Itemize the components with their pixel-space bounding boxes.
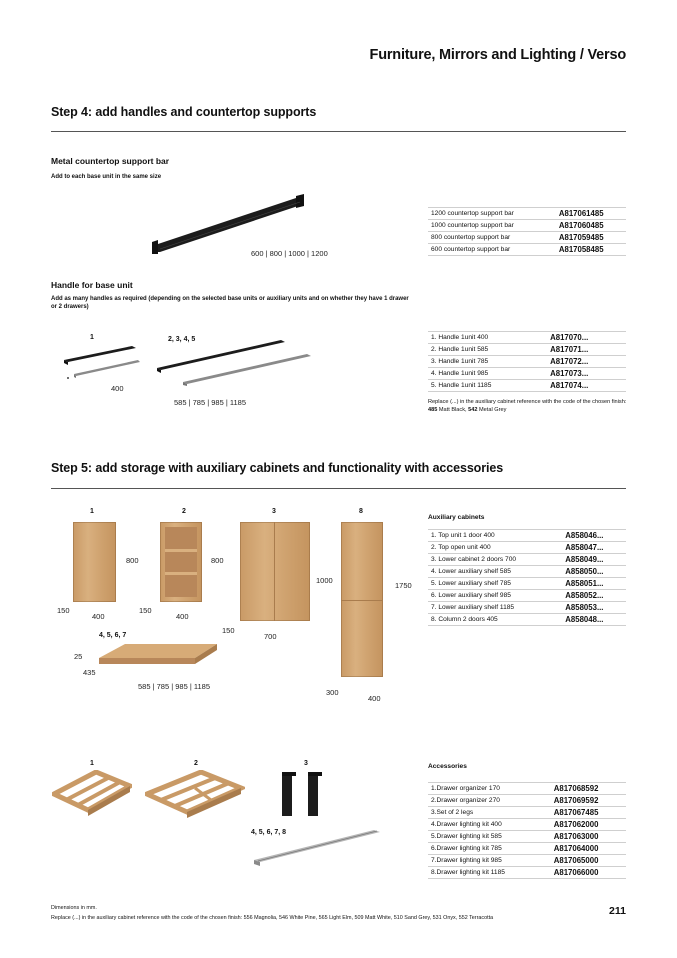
- handle-long-image: [155, 338, 315, 388]
- row-code: A858051...: [551, 578, 626, 590]
- row-code: A817060485: [545, 220, 626, 232]
- table-row: [428, 332, 626, 344]
- cab1-width: 400: [92, 612, 105, 621]
- table-row: [428, 819, 626, 831]
- step5-divider: [51, 488, 626, 489]
- cab1-depth: 150: [57, 606, 70, 615]
- table-row: [428, 232, 626, 244]
- handle-note: Add as many handles as required (depending on the selected base units or auxiliary units and on whether they have 1 drawer or 2 drawers): [51, 296, 409, 310]
- row-label: 4. Lower auxiliary shelf 585: [428, 566, 551, 578]
- table-row: [428, 831, 626, 843]
- row-label: 2. Handle 1unit 585: [428, 344, 536, 356]
- row-label: 2. Top open unit 400: [428, 542, 551, 554]
- row-label: 8. Column 2 doors 405: [428, 614, 551, 626]
- row-label: 1. Handle 1unit 400: [428, 332, 536, 344]
- support-bar-table: [428, 207, 626, 256]
- support-bar-dims: 600 | 800 | 1000 | 1200: [251, 249, 328, 258]
- table-row: [428, 554, 626, 566]
- table-row: [428, 795, 626, 807]
- handle-fig1-label: 1: [90, 334, 94, 341]
- handle-table: [428, 331, 626, 392]
- cab2-image: [160, 522, 202, 602]
- row-label: 1.Drawer organizer 170: [428, 783, 540, 795]
- step5-title: Step 5: add storage with auxiliary cabinets and functionality with accessories: [51, 461, 504, 475]
- aux-cabinets-table: [428, 529, 626, 626]
- cab8-width: 400: [368, 694, 381, 703]
- footer-dimensions-note: Dimensions in mm.: [51, 905, 97, 911]
- row-label: 3.Set of 2 legs: [428, 807, 540, 819]
- support-bar-image: [150, 192, 320, 256]
- cab3-image: [240, 522, 310, 621]
- table-row: [428, 566, 626, 578]
- table-row: [428, 855, 626, 867]
- acc-fig2-label: 2: [194, 760, 198, 767]
- row-code: A817074...: [536, 380, 626, 392]
- cab3-height: 1000: [316, 576, 333, 585]
- row-code: A817064000: [540, 843, 626, 855]
- table-row: [428, 530, 626, 542]
- row-code: A858049...: [551, 554, 626, 566]
- shelf-image: [95, 642, 220, 672]
- acc-fig4-label: 4, 5, 6, 7, 8: [251, 829, 287, 836]
- acc-fig3-label: 3: [304, 760, 308, 767]
- row-label: 7.Drawer lighting kit 985: [428, 855, 540, 867]
- table-row: [428, 578, 626, 590]
- cab1-image: [73, 522, 116, 602]
- cab3-depth: 150: [222, 626, 235, 635]
- row-code: A858052...: [551, 590, 626, 602]
- row-label: 800 countertop support bar: [428, 232, 545, 244]
- row-code: A817062000: [540, 819, 626, 831]
- row-label: 3. Lower cabinet 2 doors 700: [428, 554, 551, 566]
- cab2-label: 2: [182, 508, 186, 515]
- accessories-heading: Accessories: [428, 763, 467, 770]
- shelf-label: 4, 5, 6, 7: [99, 632, 127, 639]
- drawer-organizer-170-image: [52, 770, 132, 828]
- handle-title: Handle for base unit: [51, 280, 133, 290]
- page-header-title: Furniture, Mirrors and Lighting / Verso: [369, 47, 626, 63]
- cab8-image: [341, 522, 383, 677]
- row-code: A817071...: [536, 344, 626, 356]
- acc-fig1-label: 1: [90, 760, 94, 767]
- table-row: [428, 356, 626, 368]
- row-label: 8.Drawer lighting kit 1185: [428, 867, 540, 879]
- row-label: 4. Handle 1unit 985: [428, 368, 536, 380]
- row-code: A817073...: [536, 368, 626, 380]
- cab1-height: 800: [126, 556, 139, 565]
- row-code: A858053...: [551, 602, 626, 614]
- row-code: A858048...: [551, 614, 626, 626]
- accessories-table: [428, 782, 626, 879]
- row-code: A858047...: [551, 542, 626, 554]
- row-code: A817066000: [540, 867, 626, 879]
- row-label: 1000 countertop support bar: [428, 220, 545, 232]
- table-row: [428, 344, 626, 356]
- table-row: [428, 368, 626, 380]
- table-row: [428, 220, 626, 232]
- row-label: 7. Lower auxiliary shelf 1185: [428, 602, 551, 614]
- row-label: 1. Top unit 1 door 400: [428, 530, 551, 542]
- table-row: [428, 867, 626, 879]
- legs-image: [278, 770, 328, 820]
- row-code: A817058485: [545, 244, 626, 256]
- support-bar-title: Metal countertop support bar: [51, 156, 170, 166]
- step4-title: Step 4: add handles and countertop supports: [51, 105, 317, 119]
- row-code: A817065000: [540, 855, 626, 867]
- row-label: 1200 countertop support bar: [428, 208, 545, 220]
- table-row: [428, 208, 626, 220]
- row-code: A817061485: [545, 208, 626, 220]
- cab3-width: 700: [264, 632, 277, 641]
- cab8-depth: 300: [326, 688, 339, 697]
- row-code: A817072...: [536, 356, 626, 368]
- step4-divider: [51, 131, 626, 132]
- shelf-thickness: 25: [74, 652, 83, 661]
- row-code: A817069592: [540, 795, 626, 807]
- cab2-height: 800: [211, 556, 224, 565]
- row-code: A817068592: [540, 783, 626, 795]
- handle-long-dims: 585 | 785 | 985 | 1185: [174, 398, 247, 407]
- row-code: A817063000: [540, 831, 626, 843]
- table-row: [428, 783, 626, 795]
- handle-400-image: [62, 344, 142, 380]
- row-label: 4.Drawer lighting kit 400: [428, 819, 540, 831]
- row-code: A817067485: [540, 807, 626, 819]
- cab8-label: 8: [359, 508, 363, 515]
- footer-replace-note: Replace (...) in the auxiliary cabinet reference with the code of the chosen finish: 556 Magnolia, 546 White Pine, 565 Light Elm, 509 Matt White, 510 Sand Grey, 531 Onyx, 552 Terracotta: [51, 915, 494, 921]
- cab2-width: 400: [176, 612, 189, 621]
- row-label: 2.Drawer organizer 270: [428, 795, 540, 807]
- cab8-height: 1750: [395, 581, 412, 590]
- shelf-depth: 435: [83, 668, 96, 677]
- table-row: [428, 380, 626, 392]
- row-code: A858050...: [551, 566, 626, 578]
- row-label: 3. Handle 1unit 785: [428, 356, 536, 368]
- support-bar-note: Add to each base unit in the same size: [51, 174, 162, 180]
- page-number: 211: [609, 905, 626, 917]
- aux-cabinets-heading: Auxiliary cabinets: [428, 514, 485, 521]
- shelf-widths: 585 | 785 | 985 | 1185: [138, 682, 211, 691]
- row-label: 5. Handle 1unit 1185: [428, 380, 536, 392]
- handle-400-dim: 400: [111, 384, 124, 393]
- cab1-label: 1: [90, 508, 94, 515]
- row-label: 5. Lower auxiliary shelf 785: [428, 578, 551, 590]
- row-label: 600 countertop support bar: [428, 244, 545, 256]
- row-label: 6. Lower auxiliary shelf 985: [428, 590, 551, 602]
- cab3-label: 3: [272, 508, 276, 515]
- handle-fig2-label: 2, 3, 4, 5: [168, 336, 196, 343]
- row-label: 6.Drawer lighting kit 785: [428, 843, 540, 855]
- drawer-organizer-270-image: [145, 770, 245, 832]
- row-code: A858046...: [551, 530, 626, 542]
- table-row: [428, 843, 626, 855]
- table-row: [428, 602, 626, 614]
- handle-replace-note: Replace (...) in the auxiliary cabinet reference with the code of the chosen finish: 485 Matt Black, 542 Metal Grey: [428, 399, 627, 413]
- table-row: [428, 590, 626, 602]
- row-label: 5.Drawer lighting kit 585: [428, 831, 540, 843]
- row-code: A817070...: [536, 332, 626, 344]
- table-row: [428, 807, 626, 819]
- drawer-lighting-kit-image: [250, 826, 385, 868]
- row-code: A817059485: [545, 232, 626, 244]
- table-row: [428, 614, 626, 626]
- cab2-depth: 150: [139, 606, 152, 615]
- table-row: [428, 244, 626, 256]
- table-row: [428, 542, 626, 554]
